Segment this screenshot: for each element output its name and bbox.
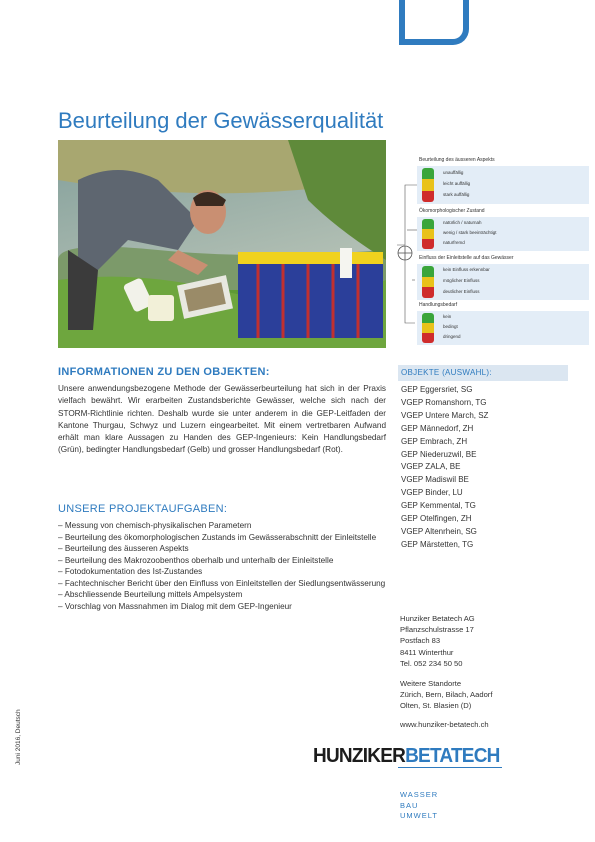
diagram-row-label: bedingt: [443, 324, 458, 329]
corner-tab-mark: [399, 0, 469, 45]
list-item: GEP Männedorf, ZH: [401, 423, 474, 433]
info-text: Unsere anwendungsbezogene Methode der Gewässerbeurteilung hat sich in der Praxis vielfach bewährt. Wir erarbeiten Zustandsberichte Gewässer, welche sich nach der STORM-Richtlinie richten. Deshalb wurde sie unter anderem in die GEP-Leitfaden der Kantone Thurgau, Schwyz und Luzern eingearbeitet. Mit einem vertretbaren Aufwand erhält man klare Aussagen zu Handen des GEP-Ingenieurs: Kein Handlungsbedarf (Grün), bedingter Handlungsbedarf (Gelb) und grosser Handlungsbedarf (Rot).: [58, 384, 386, 455]
list-item: GEP Otelfingen, ZH: [401, 514, 472, 524]
diagram-row-label: kein: [443, 314, 452, 319]
contact-locations: [400, 678, 492, 712]
edition-note: Juni 2016, Deutsch: [15, 709, 22, 765]
tagline-line: WASSER: [400, 790, 439, 799]
list-item: – Fotodokumentation des Ist-Zustandes: [58, 567, 203, 576]
locations-title: Weitere Standorte: [400, 679, 462, 688]
tagline-line: BAU: [400, 800, 419, 810]
diagram-row-label: naturfremd: [443, 240, 465, 245]
diagram-group-box: [417, 217, 589, 251]
objects-heading: OBJEKTE (AUSWAHL):: [401, 368, 492, 377]
diagram-group-title: Ökomorphologischer Zustand: [419, 208, 485, 214]
list-item: VGEP Binder, LU: [401, 488, 463, 498]
diagram-row-label: stark auffällig: [443, 192, 470, 197]
list-item: – Beurteilung des äusseren Aspekts: [58, 544, 189, 553]
address-line: Pflanzschulstrasse 17: [400, 625, 474, 635]
address-line: 8411 Winterthur: [400, 647, 454, 657]
contact-address: [400, 613, 475, 669]
diagram-group-title: Einfluss der Einleitstelle auf das Gewässer: [419, 255, 514, 261]
list-item: VGEP Romanshorn, TG: [401, 397, 487, 407]
traffic-light-icon: [422, 168, 434, 202]
list-item: – Fachtechnischer Bericht über den Einfluss von Einleitstellen der Siedlungsentwässerung: [58, 578, 386, 588]
diagram-row-label: unauffällig: [443, 170, 464, 175]
diagram-row-label: leicht auffällig: [443, 181, 471, 186]
locations-line: Olten, St. Blasien (D): [400, 701, 472, 711]
list-item: – Beurteilung des Makrozoobenthos oberhalb und unterhalb der Einleitstelle: [58, 555, 334, 565]
list-item: GEP Niederuzwil, BE: [401, 449, 477, 459]
diagram-group-title: Beurteilung des äusseren Aspekts: [419, 157, 495, 163]
diagram-group-box: [417, 264, 589, 300]
traffic-light-icon: [422, 313, 434, 343]
diagram-row-label: wenig / stark beeinträchtigt: [443, 230, 497, 235]
traffic-light-icon: [422, 266, 434, 298]
list-item: VGEP ZALA, BE: [401, 462, 461, 472]
list-item: – Messung von chemisch-physikalischen Parametern: [58, 521, 252, 530]
diagram-row-label: kein Einfluss erkennbar: [443, 267, 490, 272]
assessment-diagram: [395, 155, 595, 355]
list-item: VGEP Madiswil BE: [401, 475, 469, 485]
list-item: – Vorschlag von Massnahmen im Dialog mit dem GEP-Ingenieur: [58, 601, 292, 611]
list-item: GEP Kemmental, TG: [401, 501, 476, 511]
address-line: Postfach 83: [400, 636, 441, 646]
list-item: GEP Embrach, ZH: [401, 436, 468, 446]
list-item: – Beurteilung des ökomorphologischen Zustands im Gewässerabschnitt der Einleitstelle: [58, 532, 377, 542]
locations-line: Zürich, Bern, Bilach, Aadorf: [400, 690, 493, 700]
company-name: Hunziker Betatech AG: [400, 614, 475, 623]
list-item: – Abschliessende Beurteilung mittels Ampelsystem: [58, 590, 243, 599]
list-item: VGEP Altenrhein, SG: [401, 526, 477, 536]
list-item: VGEP Untere March, SZ: [401, 410, 489, 420]
tagline-line: UMWELT: [400, 811, 438, 820]
company-logo: HUNZIKERBETATECH: [313, 745, 500, 767]
objects-list: [401, 384, 488, 552]
phone-number: Tel. 052 234 50 50: [400, 658, 463, 668]
objects-heading-bar: [398, 365, 568, 381]
tasks-list: [58, 520, 388, 612]
logo-underline: [398, 767, 502, 768]
diagram-group-box: [417, 311, 589, 345]
list-item: GEP Eggersriet, SG: [401, 385, 473, 394]
traffic-light-icon: [422, 219, 434, 249]
diagram-group-title: Handlungsbedarf: [419, 302, 458, 308]
tasks-heading: UNSERE PROJEKTAUFGABEN:: [58, 503, 228, 515]
diagram-row-label: natürlich / naturnah: [443, 220, 482, 225]
field-work-photo: [58, 140, 386, 348]
list-item: GEP Märstetten, TG: [401, 539, 474, 549]
page-title: Beurteilung der Gewässerqualität: [58, 108, 384, 133]
website-link[interactable]: www.hunziker-betatech.ch: [400, 720, 489, 729]
diagram-row-label: dringend: [443, 334, 461, 339]
diagram-row-label: möglicher Einfluss: [443, 278, 480, 283]
diagram-group-box: [417, 166, 589, 204]
tagline: [400, 790, 438, 822]
info-heading: INFORMATIONEN ZU DEN OBJEKTEN:: [58, 366, 270, 378]
diagram-row-label: deutlicher Einfluss: [443, 289, 480, 294]
